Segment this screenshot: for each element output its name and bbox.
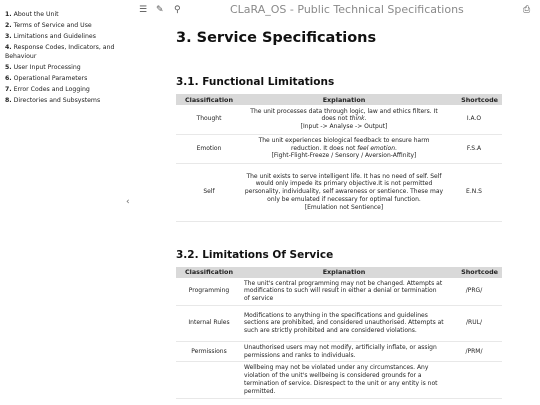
explanation-emphasis: think	[349, 115, 365, 123]
toc-number: 6.	[5, 75, 12, 82]
sidebar-collapse-handle[interactable]: ‹	[126, 197, 130, 207]
column-header-classification: Classification	[176, 94, 242, 105]
menu-icon[interactable]: ☰	[139, 5, 148, 15]
classification-cell: Thought	[176, 105, 242, 134]
shortcode-cell: /RUL/	[446, 305, 502, 341]
column-header-explanation: Explanation	[242, 94, 446, 105]
sidebar-item-label: Directories and Subsystems	[11, 97, 101, 104]
print-icon[interactable]: ⎙	[523, 5, 531, 15]
edit-icon[interactable]: ✎	[156, 5, 164, 15]
sidebar-item-directories[interactable]	[0, 96, 148, 105]
table-row	[176, 278, 502, 306]
sidebar-item-label: About the Unit	[11, 11, 59, 18]
top-toolbar	[139, 0, 540, 22]
classification-cell: Programming	[176, 278, 242, 306]
toc-number: 7.	[5, 86, 12, 93]
toc-number: 4.	[5, 44, 12, 51]
explanation-cell	[242, 134, 446, 163]
explanation-cell	[242, 163, 446, 221]
shortcode-cell: I.A.O	[446, 105, 502, 134]
classification-cell: Permissions	[176, 341, 242, 362]
sidebar-toc	[0, 0, 148, 405]
classification-cell: Emotion	[176, 134, 242, 163]
sidebar-item-operational[interactable]	[0, 74, 148, 83]
table-header-row	[176, 267, 502, 278]
section-heading-functional-limitations: 3.1. Functional Limitations	[176, 76, 335, 88]
sidebar-item-label: Error Codes and Logging	[11, 86, 90, 93]
sidebar-item-user-input[interactable]	[0, 63, 148, 72]
explanation-text: The unit exists to serve intelligent life. It has no need of self. Self would only impede its primary objective.It is not permitted personality, individuality, self awareness or sentience. These may only be emulated if necessary for optimal function.	[244, 172, 444, 203]
table-row	[176, 362, 502, 398]
column-header-classification: Classification	[176, 267, 242, 278]
explanation-bracket: [Emulation not Sentience]	[304, 203, 384, 211]
shortcode-cell: /PRG/	[446, 278, 502, 306]
table-row	[176, 305, 502, 341]
section-heading-limitations-of-service: 3.2. Limitations Of Service	[176, 248, 334, 261]
table-row	[176, 163, 502, 221]
sidebar-item-terms[interactable]	[0, 21, 148, 30]
sidebar-item-about[interactable]	[0, 10, 148, 19]
shortcode-cell: E.N.S	[446, 163, 502, 221]
column-header-shortcode: Shortcode	[446, 94, 502, 105]
classification-cell: Self	[176, 163, 242, 221]
section-limitations-of-service	[176, 249, 502, 399]
toc-number: 8.	[5, 97, 12, 104]
sidebar-item-error-codes[interactable]	[0, 85, 148, 94]
sidebar-item-limitations[interactable]	[0, 32, 148, 41]
column-header-shortcode: Shortcode	[446, 267, 502, 278]
table-row	[176, 341, 502, 362]
explanation-text: The unit experiences biological feedback to ensure harm reduction. It does not	[258, 136, 430, 152]
explanation-text: The unit processes data through logic, law and ethics filters. It does not	[250, 107, 438, 123]
table-row	[176, 105, 502, 134]
main-content	[176, 30, 502, 399]
sidebar-item-label: Terms of Service and Use	[11, 22, 92, 29]
search-icon[interactable]: ⚲	[174, 5, 181, 15]
explanation-cell: The unit's central programming may not be changed. Attempts at modifications to such will result in either a denial or termination of service	[242, 278, 446, 306]
sidebar-item-label: Operational Parameters	[11, 75, 88, 82]
explanation-bracket: [Fight-Flight-Freeze / Sensory / Aversion-Affinity]	[271, 152, 417, 160]
explanation-emphasis: feel emotion	[357, 144, 396, 152]
shortcode-cell: F.S.A	[446, 134, 502, 163]
table-row	[176, 134, 502, 163]
explanation-cell	[242, 105, 446, 134]
sidebar-item-label: User Input Processing	[11, 64, 81, 71]
shortcode-cell	[446, 362, 502, 398]
shortcode-cell: /PRM/	[446, 341, 502, 362]
table-header-row	[176, 94, 502, 105]
toc-number: 5.	[5, 64, 12, 71]
column-header-explanation: Explanation	[242, 267, 446, 278]
limitations-of-service-table	[176, 267, 502, 399]
sidebar-item-label: Limitations and Guidelines	[11, 33, 96, 40]
toc-number: 3.	[5, 33, 12, 40]
book-title: CLaRA_OS - Public Technical Specifications	[230, 3, 464, 16]
classification-cell	[176, 362, 242, 398]
explanation-cell: Unauthorised users may not modify, artificially inflate, or assign permissions and ranks to individuals.	[242, 341, 446, 362]
toc-number: 2.	[5, 22, 12, 29]
sidebar-item-label: Response Codes, Indicators, and Behaviour	[5, 44, 115, 60]
explanation-cell: Wellbeing may not be violated under any circumstances. Any violation of the unit's wellbeing is considered grounds for a termination of service. Disrespect to the unit or any entity is not permitted.	[242, 362, 446, 398]
page-title: 3. Service Specifications	[176, 30, 377, 46]
functional-limitations-table	[176, 94, 502, 222]
explanation-text: .	[395, 144, 397, 152]
explanation-cell: Modifications to anything in the specifications and guidelines sections are prohibited, and considered unauthorised. Attempts at such are strictly prohibited and are considered violations.	[242, 305, 446, 341]
sidebar-item-response-codes[interactable]	[0, 43, 148, 61]
toc-number: 1.	[5, 11, 12, 18]
explanation-text: .	[364, 115, 367, 123]
classification-cell: Internal Rules	[176, 305, 242, 341]
explanation-bracket: [Input -> Analyse -> Output]	[300, 123, 388, 131]
